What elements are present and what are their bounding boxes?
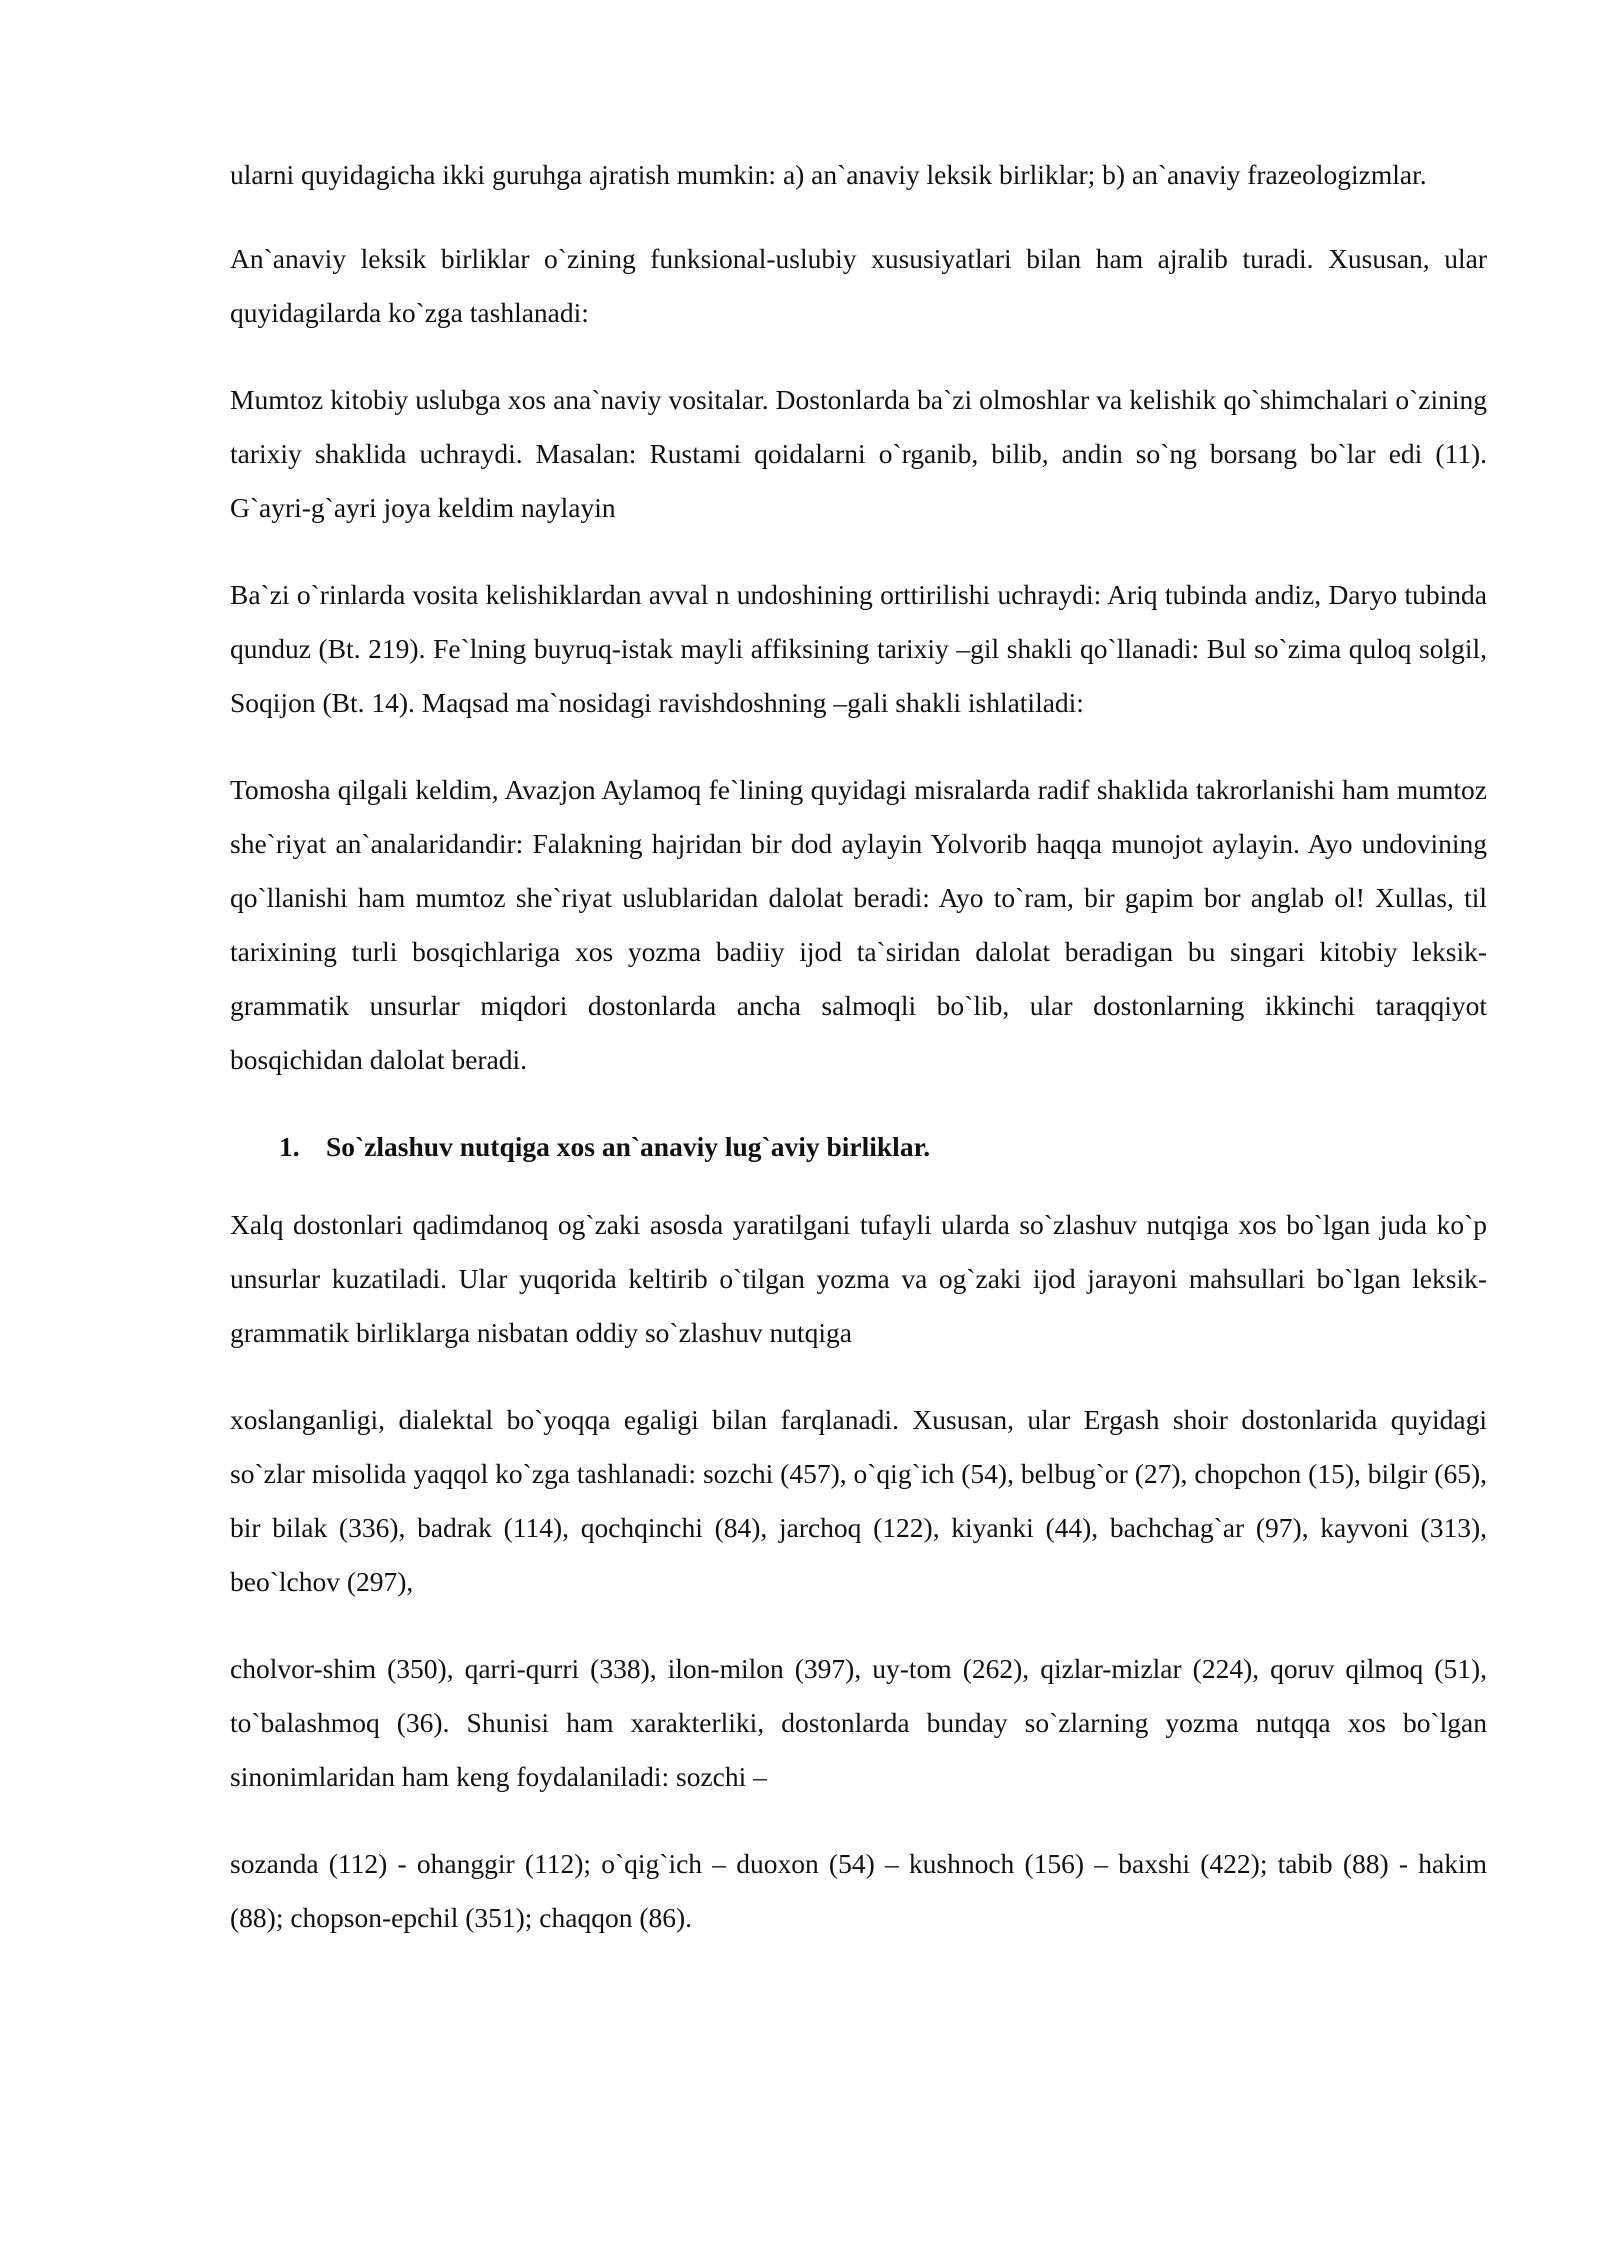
- heading-text: So`zlashuv nutqiga xos an`anaviy lug`aviy birliklar.: [326, 1131, 931, 1162]
- paragraph: An`anaviy leksik birliklar o`zining funksional-uslubiy xususiyatlari bilan ham ajralib turadi. Xususan, ular quyidagilarda ko`zga tashlanadi:: [230, 243, 1487, 328]
- heading-number: 1.: [279, 1131, 300, 1162]
- paragraph: cholvor-shim (350), qarri-qurri (338), ilon-milon (397), uy-tom (262), qizlar-mizlar (224), qoruv qilmoq (51), to`balashmoq (36). Shunisi ham xarakterliki, dostonlarda bunday so`zlarning yozma nutqqa xos bo`lgan sinonimlaridan ham keng foydalaniladi: sozchi –: [230, 1653, 1487, 1792]
- paragraph: Tomosha qilgali keldim, Avazjon Aylamoq fe`lining quyidagi misralarda radif shaklida takrorlanishi ham mumtoz she`riyat an`analaridandir: Falakning hajridan bir dod aylayin Yolvorib haqqa munojot aylayin. Ayo undovining qo`llanishi ham mumtoz she`riyat uslublaridan dalolat beradi: Ayo to`ram, bir gapim bor anglab ol! Xullas, til tarixining turli bosqichlariga xos yozma badiiy ijod ta`siridan dalolat beradigan bu singari kitobiy leksik-grammatik unsurlar miqdori dostonlarda ancha salmoqli bo`lib, ular dostonlarning ikkinchi taraqqiyot bosqichidan dalolat beradi.: [230, 774, 1487, 1075]
- paragraph: Mumtoz kitobiy uslubga xos ana`naviy vositalar. Dostonlarda ba`zi olmoshlar va kelishik qo`shimchalari o`zining tarixiy shaklida uchraydi. Masalan: Rustami qoidalarni o`rganib, bilib, andin so`ng borsang bo`lar edi (11). G`ayri-g`ayri joya keldim naylayin: [230, 384, 1487, 523]
- paragraph: Xalq dostonlari qadimdanoq og`zaki asosda yaratilgani tufayli ularda so`zlashuv nutqiga xos bo`lgan juda ko`p unsurlar kuzatiladi. Ular yuqorida keltirib o`tilgan yozma va og`zaki ijod jarayoni mahsullari bo`lgan leksik-grammatik birliklarga nisbatan oddiy so`zlashuv nutqiga: [230, 1209, 1487, 1348]
- document-page: [230, 148, 1487, 1978]
- paragraph: xoslanganligi, dialektal bo`yoqqa egaligi bilan farqlanadi. Xususan, ular Ergash shoir dostonlarida quyidagi so`zlar misolida yaqqol ko`zga tashlanadi: sozchi (457), o`qig`ich (54), belbug`or (27), chopchon (15), bilgir (65), bir bilak (336), badrak (114), qochqinchi (84), jarchoq (122), kiyanki (44), bachchag`ar (97), kayvoni (313), beo`lchov (297),: [230, 1404, 1487, 1597]
- section-heading: [230, 1120, 1487, 1174]
- paragraph: sozanda (112) - ohanggir (112); o`qig`ich – duoxon (54) – kushnoch (156) – baxshi (422); tabib (88) - hakim (88); chopson-epchil (351); chaqqon (86).: [230, 1848, 1487, 1933]
- paragraph: Ba`zi o`rinlarda vosita kelishiklardan avval n undoshining orttirilishi uchraydi: Ariq tubinda andiz, Daryo tubinda qunduz (Bt. 219). Fe`lning buyruq-istak mayli affiksining tarixiy –gil shakli qo`llanadi: Bul so`zima quloq solgil, Soqijon (Bt. 14). Maqsad ma`nosidagi ravishdoshning –gali shakli ishlatiladi:: [230, 579, 1487, 718]
- paragraph: ularni quyidagicha ikki guruhga ajratish mumkin: a) an`anaviy leksik birliklar; b) an`anaviy frazeologizmlar.: [230, 159, 1427, 190]
